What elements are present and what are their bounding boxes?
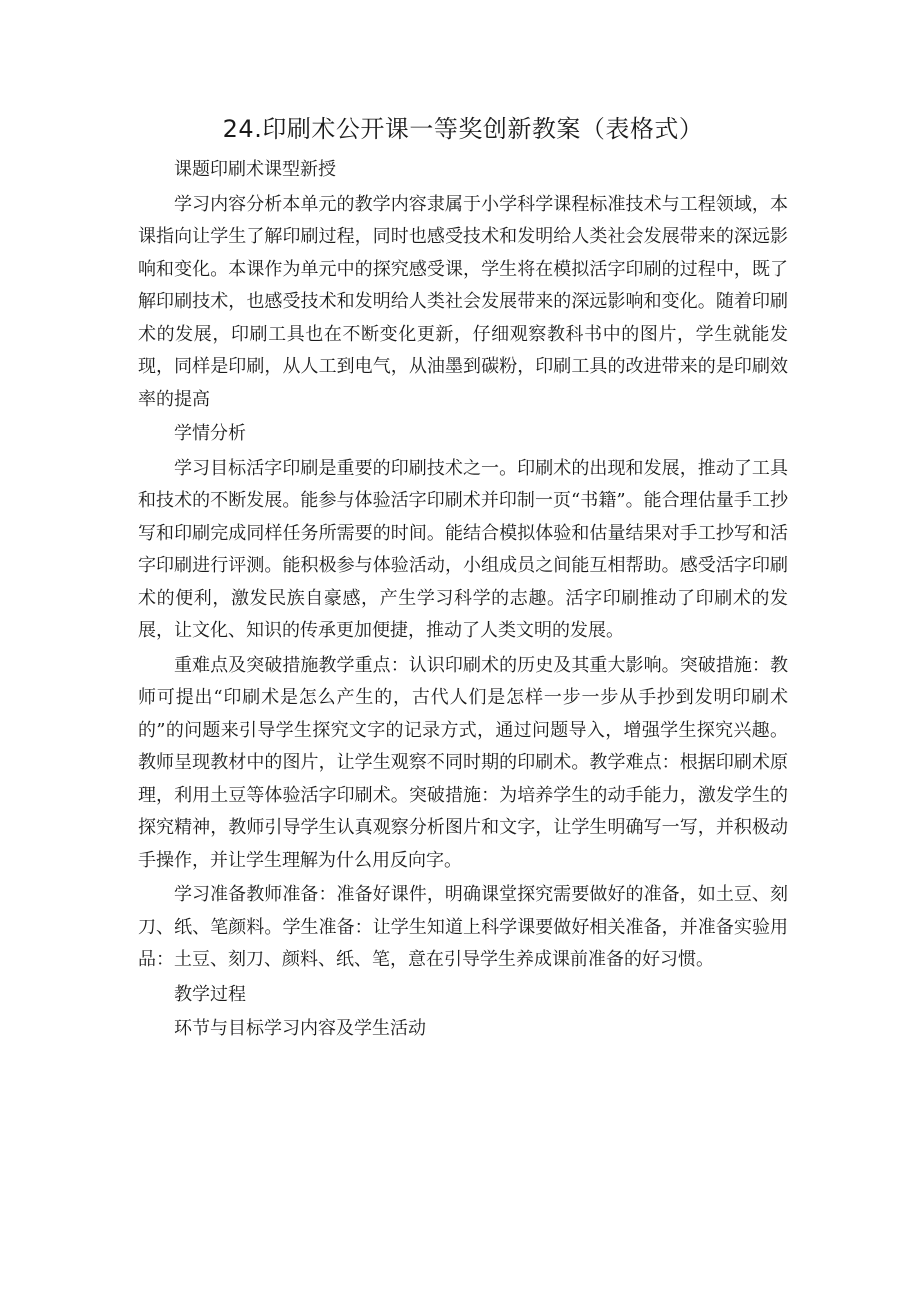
content-analysis-paragraph: 学习内容分析本单元的教学内容隶属于小学科学课程标准技术与工程领域，本课指向让学生了解印刷过程，同时也感受技术和发明给人类社会发展带来的深远影响和变化。本课作为单元中的探究感受课，学生将在模拟活字印刷的过程中，既了解印刷技术，也感受技术和发明给人类社会发展带来的深远影响和变化。随着印刷术的发展，印刷工具也在不断变化更新，仔细观察教科书中的图片，学生就能发现，同样是印刷，从人工到电气，从油墨到碳粉，印刷工具的改进带来的是印刷效率的提高 bbox=[138, 193, 788, 410]
stage-header: 环节与目标学习内容及学生活动 bbox=[174, 1018, 426, 1039]
lesson-info: 课题印刷术课型新授 bbox=[174, 159, 336, 180]
preparation-paragraph: 学习准备教师准备：准备好课件，明确课堂探究需要做好的准备，如土豆、刻刀、纸、笔颜料。学生准备：让学生知道上科学课要做好相关准备，并准备实验用品：土豆、刻刀、颜料、纸、笔，意在引导学生养成课前准备的好习惯。 bbox=[138, 884, 788, 970]
document-title: 24.印刷术公开课一等奖创新教案（表格式） bbox=[222, 115, 704, 143]
student-analysis-heading: 学情分析 bbox=[174, 423, 246, 444]
key-points-paragraph: 重难点及突破措施教学重点：认识印刷术的历史及其重大影响。突破措施：教师可提出“印刷术是怎么产生的，古代人们是怎样一步一步从手抄到发明印刷术的”的问题来引导学生探究文字的记录方式，通过问题导入，增强学生探究兴趣。教师呈现教材中的图片，让学生观察不同时期的印刷术。教学难点：根据印刷术原理，利用土豆等体验活字印刷术。突破措施：为培养学生的动手能力，激发学生的探究精神，教师引导学生认真观察分析图片和文字，让学生明确写一写，并积极动手操作，并让学生理解为什么用反向字。 bbox=[138, 654, 788, 871]
teaching-process-heading: 教学过程 bbox=[174, 983, 246, 1005]
objectives-paragraph: 学习目标活字印刷是重要的印刷技术之一。印刷术的出现和发展，推动了工具和技术的不断发展。能参与体验活字印刷术并印制一页“书籍”。能合理估量手工抄写和印刷完成同样任务所需要的时间。能结合模拟体验和估量结果对手工抄写和活字印刷进行评测。能积极参与体验活动，小组成员之间能互相帮助。感受活字印刷术的便利，激发民族自豪感，产生学习科学的志趣。活字印刷推动了印刷术的发展，让文化、知识的传承更加便捷，推动了人类文明的发展。 bbox=[138, 457, 788, 641]
